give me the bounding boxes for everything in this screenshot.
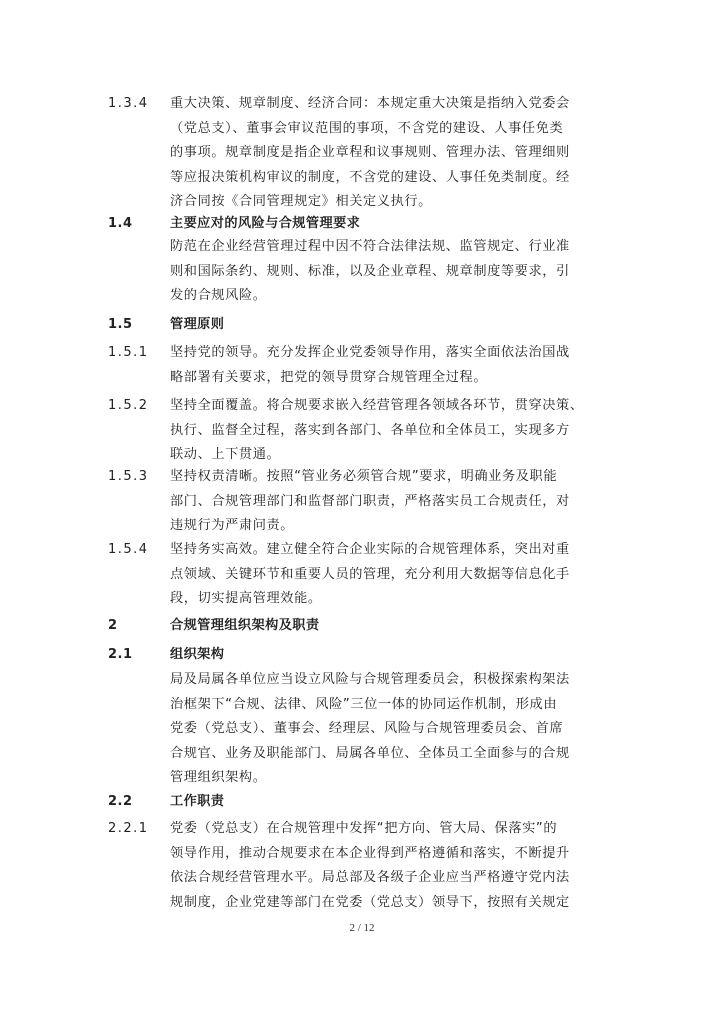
heading-text: 管理原则 [170,317,225,332]
text-line: 执行、监督全过程，落实到各部门、各单位和全体员工，实现多方 [170,422,570,438]
clause-number: 1.5.2 [108,398,149,413]
clause-number: 1.5.1 [108,345,149,360]
text-line: 合规官、业务及职能部门、局属各单位、全体员工全面参与的合规 [170,745,570,761]
clause-number: 1.5.3 [108,469,149,484]
chapter-number: 2 [108,618,118,633]
text-line: 则和国际条约、规则、标准，以及企业章程、规章制度等要求，引 [170,263,570,279]
clause-number: 1.5.4 [108,542,149,557]
section-number: 2.2 [108,794,133,809]
section-heading [170,212,600,237]
text-line: 领导作用，推动合规要求在本企业得到严格遵循和落实，不断提升 [170,845,570,861]
paragraph-text [170,235,600,309]
clause-text [170,92,600,215]
section-heading [170,643,600,668]
text-line: 坚持全面覆盖。将合规要求嵌入经营管理各领域各环节，贯穿决策、 [170,398,584,413]
text-line: 依法合规经营管理水平。局总部及各级子企业应当严格遵守党内法 [170,870,570,885]
heading-text: 组织架构 [170,647,225,662]
text-line: 管理组织架构。 [170,770,267,785]
text-line: 党委（党总支）在合规管理中发挥“把方向、管大局、保落实”的 [170,821,558,836]
text-line: 段，切实提高管理效能。 [170,591,322,606]
section-heading [170,313,600,338]
clause-text [170,394,600,468]
page-number: 2 / 12 [349,922,375,934]
clause-number: 1.3.4 [108,96,149,111]
text-line: 坚持党的领导。充分发挥企业党委领导作用，落实全面依法治国战 [170,345,570,360]
clause-text [170,538,600,612]
section-number: 1.4 [108,216,133,231]
text-line: 部门、合规管理部门和监督部门职责，严格落实员工合规责任，对 [170,493,570,509]
text-line: 党委（党总支）、董事会、经理层、风险与合规管理委员会、首席 [170,721,564,736]
clause-number: 2.2.1 [108,821,149,836]
clause-text [170,465,600,539]
text-line: 发的合规风险。 [170,288,267,303]
text-line: （党总支）、董事会审议范围的事项，不含党的建设、人事任免类 [170,120,564,136]
heading-text: 主要应对的风险与合规管理要求 [170,216,361,231]
text-line: 点领域、关键环节和重要人员的管理，充分利用大数据等信息化手 [170,566,570,582]
section-number: 2.1 [108,647,133,662]
text-line: 的事项。规章制度是指企业章程和议事规则、管理办法、管理细则 [170,145,570,160]
text-line: 防范在企业经营管理过程中因不符合法律法规、监管规定、行业准 [170,239,570,254]
heading-text: 合规管理组织架构及职责 [170,618,320,633]
text-line: 违规行为严肃问责。 [170,518,295,533]
text-line: 联动、上下贯通。 [170,447,281,462]
clause-text [170,341,600,390]
text-line: 略部署有关要求，把党的领导贯穿合规管理全过程。 [170,369,488,385]
text-line: 坚持权责清晰。按照“管业务必须管合规”要求，明确业务及职能 [170,469,558,484]
text-line: 济合同按《合同管理规定》相关定义执行。 [170,194,432,209]
section-heading [170,790,600,815]
chapter-heading [170,614,600,639]
text-line: 治框架下“合规、法律、风险”三位一体的协同运作机制，形成由 [170,696,558,712]
text-line: 重大决策、规章制度、经济合同：本规定重大决策是指纳入党委会 [170,96,570,111]
text-line: 规制度，企业党建等部门在党委（党总支）领导下，按照有关规定 [170,894,570,910]
text-line: 坚持务实高效。建立健全符合企业实际的合规管理体系，突出对重 [170,542,570,557]
section-number: 1.5 [108,317,133,332]
heading-text: 工作职责 [170,794,225,809]
clause-text [170,817,600,915]
text-line: 局及局属各单位应当设立风险与合规管理委员会，积极探索构架法 [170,672,570,687]
paragraph-text [170,668,600,791]
text-line: 等应报决策机构审议的制度，不含党的建设、人事任免类制度。经 [170,169,570,185]
